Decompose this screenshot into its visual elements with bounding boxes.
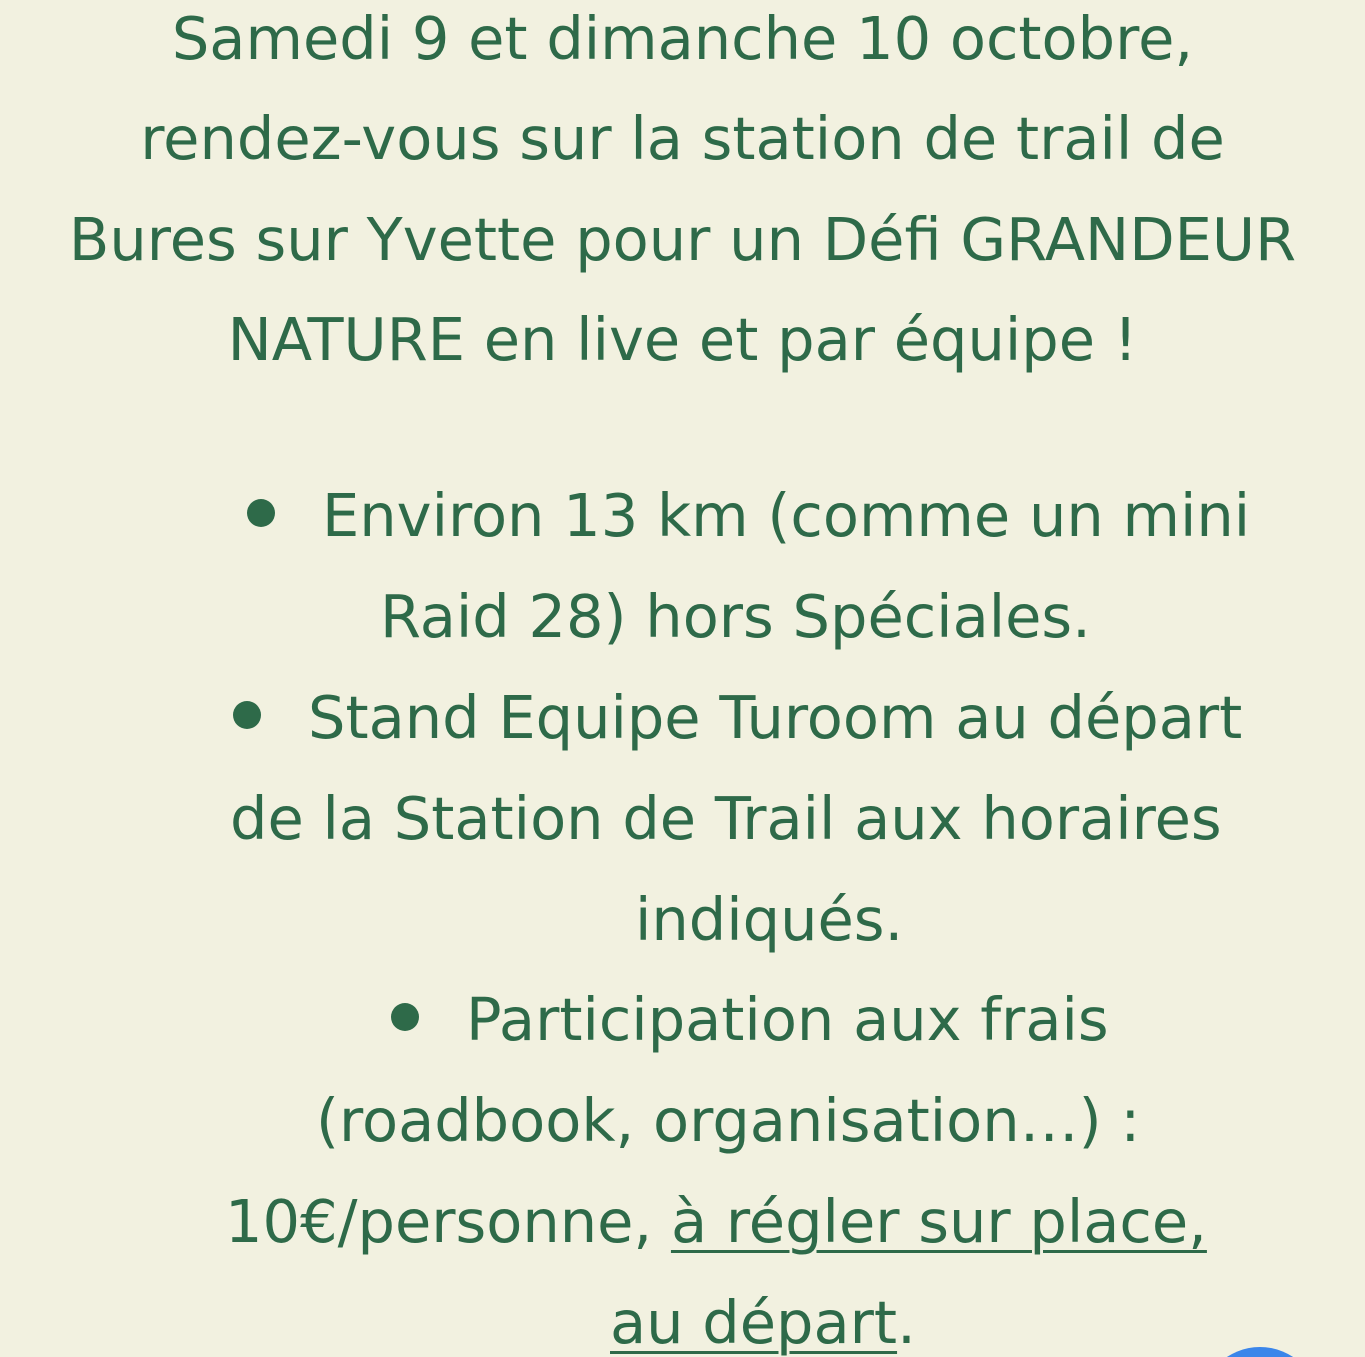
price-text: 10€/personne, bbox=[225, 1187, 671, 1256]
at-start-link[interactable]: au départ bbox=[610, 1288, 898, 1357]
list-item-2-line-3: indiqués. bbox=[635, 885, 904, 954]
bullet-icon bbox=[391, 1003, 419, 1031]
intro-line-1: Samedi 9 et dimanche 10 octobre, bbox=[171, 4, 1194, 73]
intro-line-2: rendez-vous sur la station de trail de bbox=[140, 104, 1225, 173]
list-item-3-line-4 bbox=[610, 1272, 916, 1357]
list-item-1-line-1: Environ 13 km (comme un mini bbox=[322, 481, 1251, 550]
list-item-3-line-2: (roadbook, organisation…) : bbox=[316, 1086, 1141, 1155]
bullet-icon bbox=[233, 701, 261, 729]
list-item-2-line-1: Stand Equipe Turoom au départ bbox=[308, 683, 1243, 752]
list-item-1-line-2: Raid 28) hors Spéciales. bbox=[380, 582, 1091, 651]
intro-line-4: NATURE en live et par équipe ! bbox=[227, 305, 1138, 374]
bullet-icon bbox=[247, 499, 275, 527]
list-item-3-line-1: Participation aux frais bbox=[466, 985, 1109, 1054]
intro-line-3: Bures sur Yvette pour un Défi GRANDEUR bbox=[68, 205, 1297, 274]
period-text: . bbox=[897, 1288, 916, 1357]
list-item-3-line-3 bbox=[225, 1171, 1207, 1272]
pay-on-site-link[interactable]: à régler sur place, bbox=[670, 1187, 1207, 1256]
floating-action-button[interactable] bbox=[1200, 1347, 1320, 1357]
list-item-2-line-2: de la Station de Trail aux horaires bbox=[230, 784, 1222, 853]
